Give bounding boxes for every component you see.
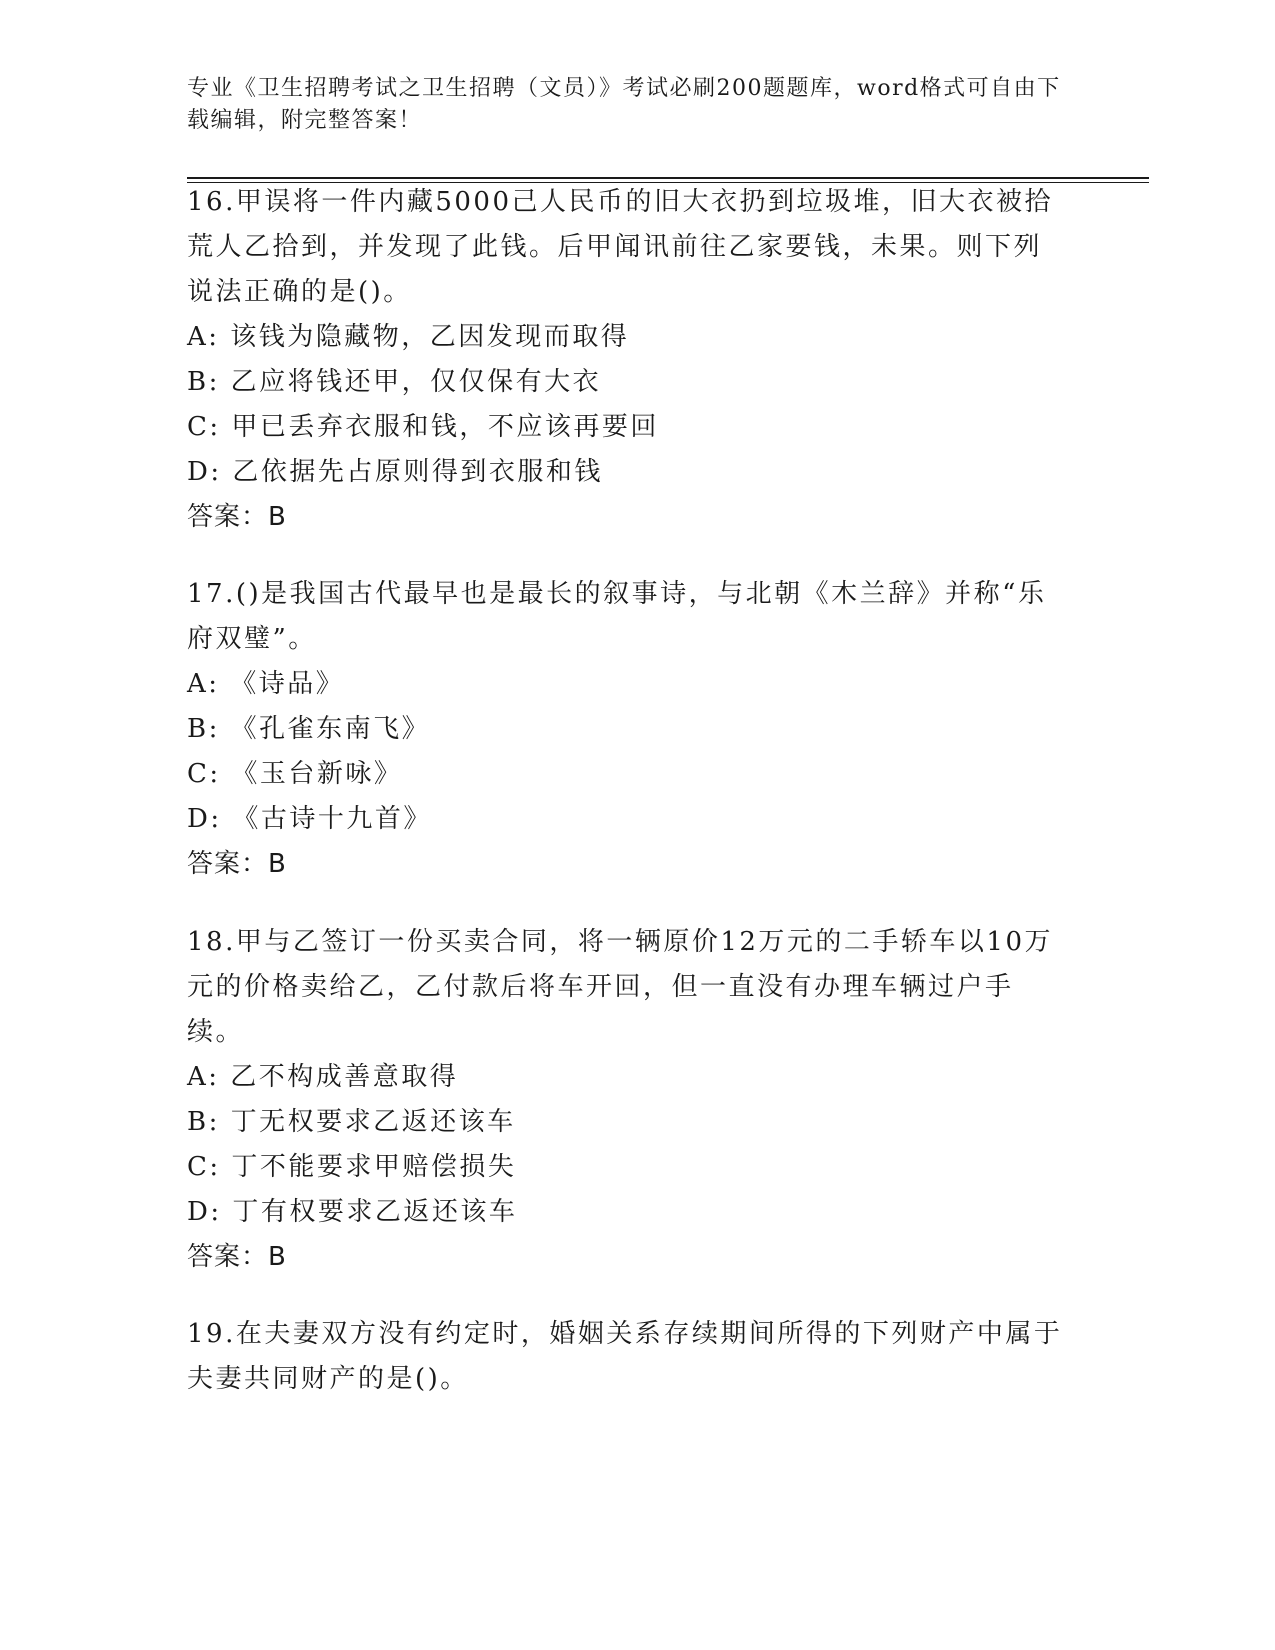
option-d: D: 丁有权要求乙返还该车 (187, 1197, 518, 1227)
option-d: D: 《古诗十九首》 (187, 804, 432, 834)
option-c: C: 《玉台新咏》 (187, 759, 403, 789)
option-a: A: 该钱为隐藏物，乙因发现而取得 (187, 322, 630, 352)
option-b: B: 丁无权要求乙返还该车 (187, 1107, 516, 1137)
option-b: B: 乙应将钱还甲，仅仅保有大衣 (187, 367, 602, 397)
option-b: B: 《孔雀东南飞》 (187, 714, 431, 744)
document-header: 专业《卫生招聘考试之卫生招聘（文员）》考试必刷200题题库，word格式可自由下载编辑，附完整答案！ (187, 76, 1061, 133)
question-18 (187, 920, 1067, 1280)
option-a: A: 乙不构成善意取得 (187, 1062, 459, 1092)
option-c: C: 丁不能要求甲赔偿损失 (187, 1152, 517, 1182)
question-stem: 19.在夫妻双方没有约定时，婚姻关系存续期间所得的下列财产中属于夫妻共同财产的是()。 (187, 1319, 1063, 1394)
question-stem: 18.甲与乙签订一份买卖合同，将一辆原价12万元的二手轿车以10万元的价格卖给乙，乙付款后将车开回，但一直没有办理车辆过户手续。 (187, 927, 1054, 1047)
question-19 (187, 1312, 1067, 1402)
question-17 (187, 572, 1067, 887)
question-16 (187, 180, 1067, 540)
option-c: C: 甲已丢弃衣服和钱，不应该再要回 (187, 412, 659, 442)
question-stem: 17.()是我国古代最早也是最长的叙事诗，与北朝《木兰辞》并称“乐府双璧”。 (187, 579, 1047, 654)
answer: 答案：B (187, 849, 287, 879)
option-a: A: 《诗品》 (187, 669, 345, 699)
answer: 答案：B (187, 502, 287, 532)
answer: 答案：B (187, 1242, 287, 1272)
header-divider-thick (187, 177, 1149, 179)
question-stem: 16.甲误将一件内藏5000己人民币的旧大衣扔到垃圾堆，旧大衣被拾荒人乙拾到，并发现了此钱。后甲闻讯前往乙家要钱，未果。则下列说法正确的是()。 (187, 187, 1054, 307)
option-d: D: 乙依据先占原则得到衣服和钱 (187, 457, 603, 487)
